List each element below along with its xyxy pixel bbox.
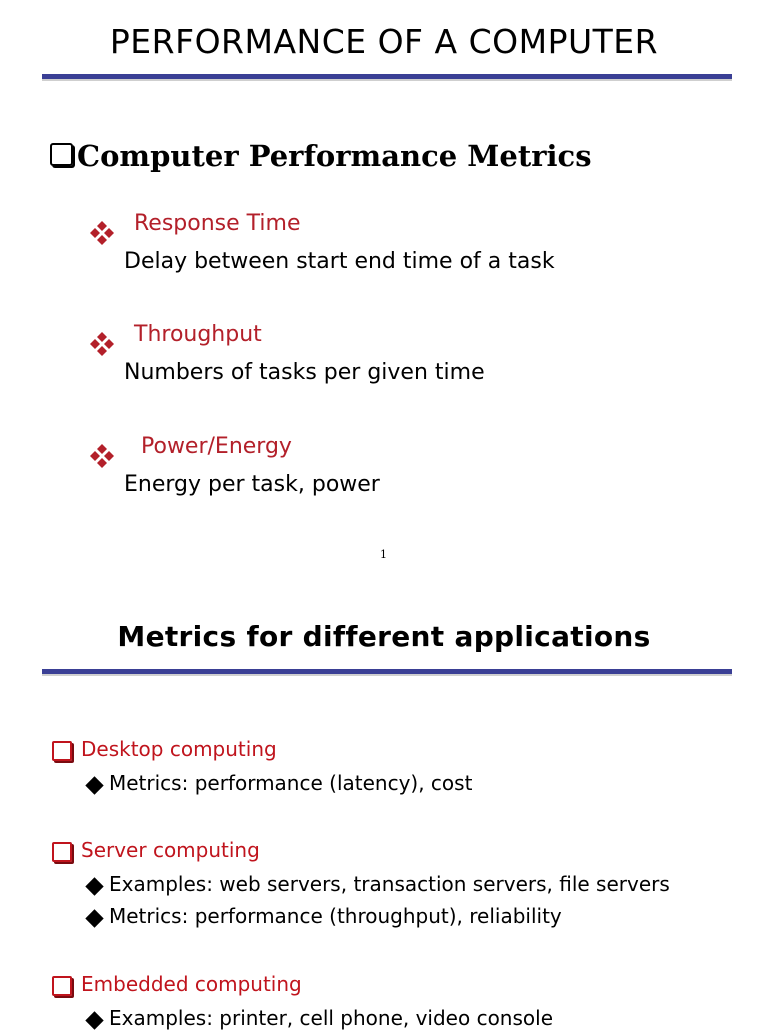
subitem-text: Metrics: performance (latency), cost	[109, 771, 473, 795]
application-subitem	[88, 1006, 553, 1030]
application-subitem	[88, 771, 472, 795]
subitem-text: Metrics: performance (throughput), reliability	[109, 904, 562, 928]
diamond-cluster-icon	[88, 442, 116, 470]
metric-label: Throughput	[134, 322, 262, 347]
application-subitem	[88, 904, 562, 928]
application-subitem	[88, 872, 670, 896]
metric-description: Delay between start end time of a task	[124, 249, 555, 274]
metric-description: Numbers of tasks per given time	[124, 360, 485, 385]
slide-2-title: Metrics for different applications	[117, 620, 651, 653]
diamond-cluster-icon	[88, 330, 116, 358]
subitem-text: Examples: web servers, transaction servers, file servers	[109, 872, 670, 896]
diamond-bullet-icon	[85, 909, 103, 927]
slide-2	[0, 580, 768, 1030]
diamond-bullet-icon	[85, 1011, 103, 1029]
subitem-text: Examples: printer, cell phone, video console	[109, 1006, 554, 1030]
application-label: Embedded computing	[81, 972, 302, 996]
application-label: Desktop computing	[81, 737, 277, 761]
slide-1-title: PERFORMANCE OF A COMPUTER	[109, 22, 659, 61]
metric-label: Response Time	[134, 211, 301, 236]
diamond-cluster-icon	[88, 219, 116, 247]
red-checkbox-bullet-icon	[52, 842, 72, 862]
checkbox-bullet-icon	[50, 143, 73, 166]
diamond-bullet-icon	[85, 877, 103, 895]
application-label: Server computing	[81, 838, 260, 862]
diamond-bullet-icon	[85, 776, 103, 794]
page-number: 1	[380, 548, 387, 561]
title-rule	[42, 669, 732, 676]
title-rule	[42, 74, 732, 81]
section-heading	[50, 139, 592, 173]
metric-description: Energy per task, power	[124, 472, 380, 497]
metric-label: Power/Energy	[141, 434, 292, 459]
red-checkbox-bullet-icon	[52, 741, 72, 761]
red-checkbox-bullet-icon	[52, 976, 72, 996]
section-heading-text: Computer Performance Metrics	[77, 139, 592, 173]
